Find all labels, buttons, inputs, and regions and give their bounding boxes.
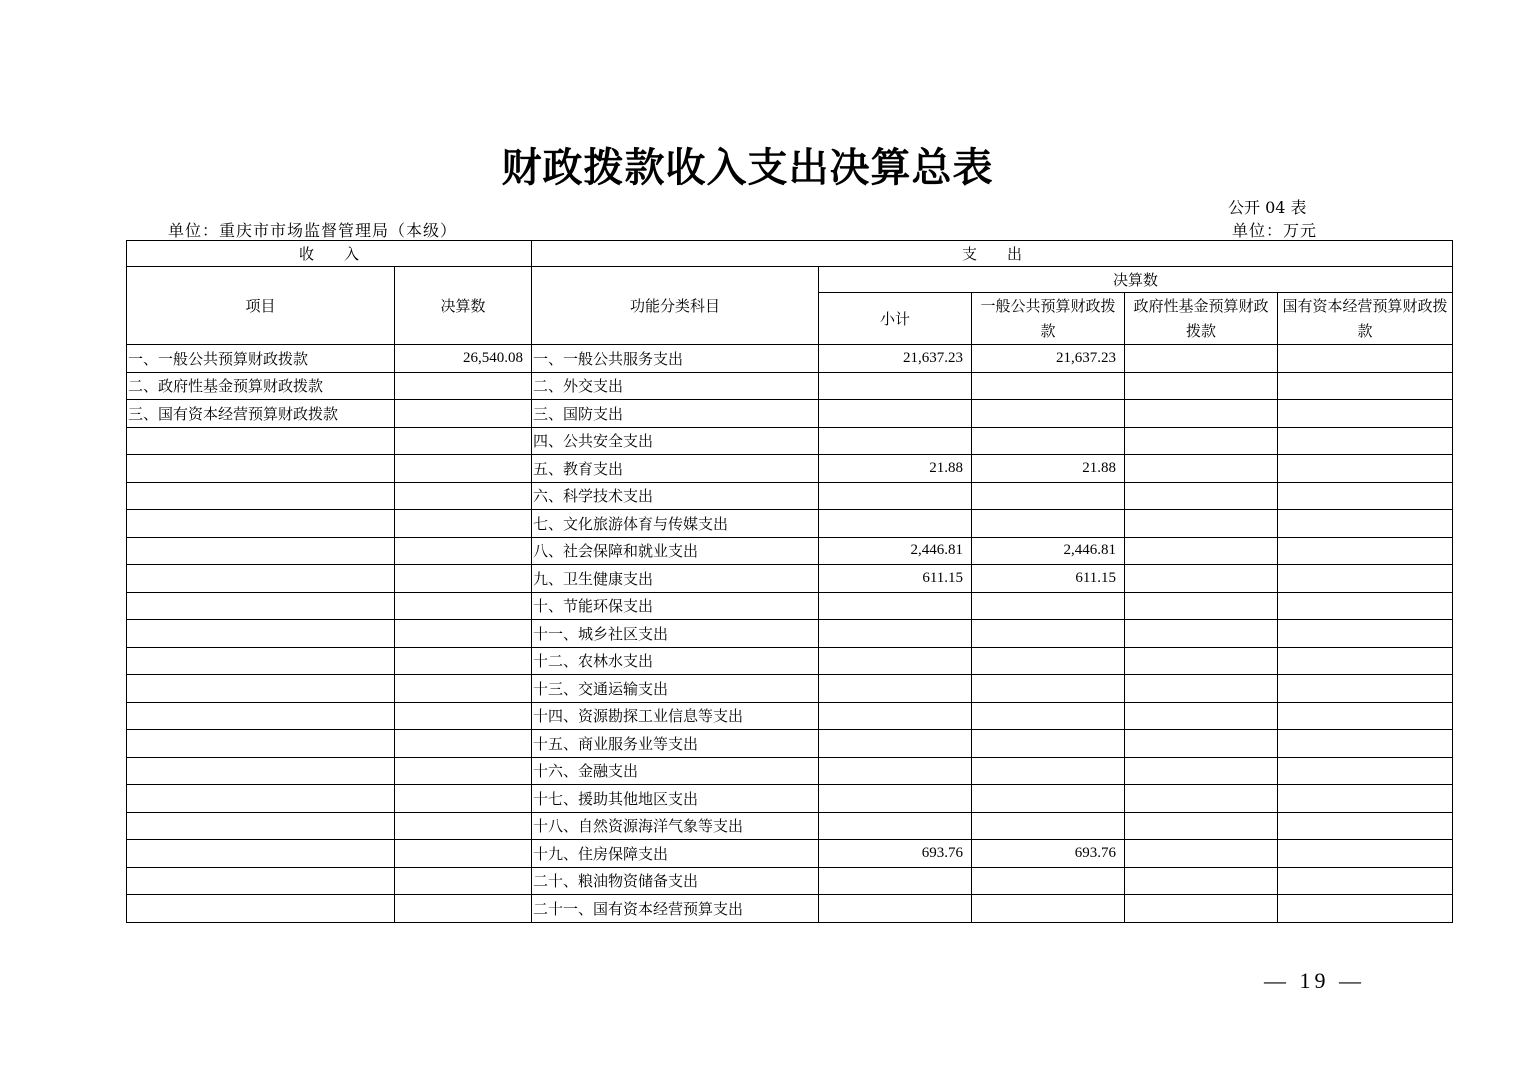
income-item-cell bbox=[127, 510, 395, 538]
subtotal-cell: 2,446.81 bbox=[819, 537, 972, 565]
subject-cell: 八、社会保障和就业支出 bbox=[532, 537, 819, 565]
gov-fund-cell bbox=[1125, 400, 1278, 428]
gov-fund-cell bbox=[1125, 785, 1278, 813]
income-item-cell bbox=[127, 537, 395, 565]
state-capital-cell bbox=[1278, 895, 1453, 923]
gov-fund-cell bbox=[1125, 620, 1278, 648]
table-row bbox=[127, 895, 1453, 923]
gov-fund-cell bbox=[1125, 565, 1278, 593]
income-amount-cell bbox=[395, 812, 532, 840]
general-budget-cell bbox=[972, 482, 1125, 510]
income-amount-cell bbox=[395, 840, 532, 868]
income-amount-cell: 26,540.08 bbox=[395, 345, 532, 373]
subject-cell: 七、文化旅游体育与传媒支出 bbox=[532, 510, 819, 538]
state-capital-cell bbox=[1278, 812, 1453, 840]
currency-unit: 单位：万元 bbox=[1232, 221, 1318, 240]
subtotal-cell bbox=[819, 785, 972, 813]
general-budget-cell bbox=[972, 647, 1125, 675]
subtotal-cell bbox=[819, 675, 972, 703]
table-row bbox=[127, 345, 1453, 373]
income-amount-cell bbox=[395, 702, 532, 730]
income-item-cell bbox=[127, 482, 395, 510]
table-row bbox=[127, 812, 1453, 840]
income-amount-cell bbox=[395, 372, 532, 400]
subject-cell: 十二、农林水支出 bbox=[532, 647, 819, 675]
page-title: 财政拨款收入支出决算总表 bbox=[501, 144, 994, 191]
income-amount-cell bbox=[395, 455, 532, 483]
state-capital-cell bbox=[1278, 455, 1453, 483]
table-body bbox=[127, 345, 1453, 923]
general-budget-cell bbox=[972, 675, 1125, 703]
table-row bbox=[127, 372, 1453, 400]
income-amount-cell bbox=[395, 867, 532, 895]
general-budget-cell bbox=[972, 867, 1125, 895]
income-amount-cell bbox=[395, 895, 532, 923]
general-budget-cell bbox=[972, 372, 1125, 400]
subtotal-cell: 611.15 bbox=[819, 565, 972, 593]
income-item-cell bbox=[127, 565, 395, 593]
general-budget-cell bbox=[972, 702, 1125, 730]
state-capital-cell bbox=[1278, 427, 1453, 455]
income-item-cell bbox=[127, 812, 395, 840]
income-item-cell: 三、国有资本经营预算财政拨款 bbox=[127, 400, 395, 428]
final-amount-header: 决算数 bbox=[819, 267, 1453, 293]
subject-cell: 十、节能环保支出 bbox=[532, 592, 819, 620]
subject-cell: 六、科学技术支出 bbox=[532, 482, 819, 510]
table-row bbox=[127, 730, 1453, 758]
income-item-cell bbox=[127, 785, 395, 813]
table-row bbox=[127, 702, 1453, 730]
state-capital-cell bbox=[1278, 482, 1453, 510]
general-budget-cell bbox=[972, 812, 1125, 840]
subtotal-cell bbox=[819, 867, 972, 895]
subject-cell: 一、一般公共服务支出 bbox=[532, 345, 819, 373]
table-row bbox=[127, 455, 1453, 483]
table-row bbox=[127, 510, 1453, 538]
table-row bbox=[127, 757, 1453, 785]
general-budget-cell bbox=[972, 510, 1125, 538]
general-budget-cell bbox=[972, 730, 1125, 758]
state-capital-cell bbox=[1278, 867, 1453, 895]
table-row bbox=[127, 867, 1453, 895]
subtotal-cell: 21.88 bbox=[819, 455, 972, 483]
state-capital-cell bbox=[1278, 702, 1453, 730]
table-row bbox=[127, 675, 1453, 703]
gov-fund-cell bbox=[1125, 482, 1278, 510]
subtotal-cell bbox=[819, 702, 972, 730]
state-capital-cell bbox=[1278, 400, 1453, 428]
gov-fund-cell bbox=[1125, 345, 1278, 373]
income-item-cell bbox=[127, 592, 395, 620]
subtotal-cell bbox=[819, 592, 972, 620]
income-amount-cell bbox=[395, 537, 532, 565]
table-row bbox=[127, 537, 1453, 565]
state-capital-cell bbox=[1278, 565, 1453, 593]
subtotal-cell bbox=[819, 482, 972, 510]
gov-fund-cell bbox=[1125, 730, 1278, 758]
gov-fund-cell bbox=[1125, 455, 1278, 483]
income-item-cell bbox=[127, 895, 395, 923]
subject-cell: 九、卫生健康支出 bbox=[532, 565, 819, 593]
state-capital-header: 国有资本经营预算财政拨款 bbox=[1278, 293, 1453, 345]
general-budget-cell: 2,446.81 bbox=[972, 537, 1125, 565]
gov-fund-cell bbox=[1125, 592, 1278, 620]
subtotal-cell bbox=[819, 400, 972, 428]
income-item-cell bbox=[127, 757, 395, 785]
subject-cell: 四、公共安全支出 bbox=[532, 427, 819, 455]
general-budget-cell: 693.76 bbox=[972, 840, 1125, 868]
gov-fund-cell bbox=[1125, 895, 1278, 923]
general-budget-cell: 21,637.23 bbox=[972, 345, 1125, 373]
general-budget-cell bbox=[972, 427, 1125, 455]
income-amount-cell bbox=[395, 400, 532, 428]
income-item-cell bbox=[127, 647, 395, 675]
table-row bbox=[127, 400, 1453, 428]
state-capital-cell bbox=[1278, 620, 1453, 648]
subtotal-cell bbox=[819, 730, 972, 758]
subtotal-cell bbox=[819, 510, 972, 538]
general-budget-cell: 21.88 bbox=[972, 455, 1125, 483]
subtotal-cell bbox=[819, 427, 972, 455]
income-amount-cell bbox=[395, 565, 532, 593]
general-budget-cell bbox=[972, 400, 1125, 428]
table-row bbox=[127, 840, 1453, 868]
state-capital-cell bbox=[1278, 840, 1453, 868]
income-item-cell bbox=[127, 455, 395, 483]
gov-fund-cell bbox=[1125, 702, 1278, 730]
general-budget-cell bbox=[972, 785, 1125, 813]
gov-fund-cell bbox=[1125, 647, 1278, 675]
subject-cell: 十四、资源勘探工业信息等支出 bbox=[532, 702, 819, 730]
gov-fund-cell bbox=[1125, 867, 1278, 895]
state-capital-cell bbox=[1278, 757, 1453, 785]
expense-header: 支 出 bbox=[532, 241, 1453, 267]
gov-fund-cell bbox=[1125, 840, 1278, 868]
income-header: 收 入 bbox=[127, 241, 532, 267]
gov-fund-cell bbox=[1125, 372, 1278, 400]
gov-fund-cell bbox=[1125, 427, 1278, 455]
income-item-cell bbox=[127, 702, 395, 730]
general-budget-cell bbox=[972, 620, 1125, 648]
income-item-cell bbox=[127, 620, 395, 648]
gov-fund-cell bbox=[1125, 537, 1278, 565]
income-amount-cell bbox=[395, 730, 532, 758]
func-subject-header: 功能分类科目 bbox=[532, 267, 819, 345]
table-row bbox=[127, 785, 1453, 813]
subject-cell: 十七、援助其他地区支出 bbox=[532, 785, 819, 813]
gov-fund-cell bbox=[1125, 757, 1278, 785]
income-amount-cell bbox=[395, 510, 532, 538]
state-capital-cell bbox=[1278, 537, 1453, 565]
state-capital-cell bbox=[1278, 510, 1453, 538]
income-item-cell bbox=[127, 840, 395, 868]
subtotal-cell bbox=[819, 757, 972, 785]
subtotal-cell bbox=[819, 620, 972, 648]
table-row bbox=[127, 647, 1453, 675]
gov-fund-cell bbox=[1125, 812, 1278, 840]
subtotal-cell bbox=[819, 812, 972, 840]
income-amount-cell bbox=[395, 647, 532, 675]
subtotal-cell bbox=[819, 895, 972, 923]
income-item-cell bbox=[127, 867, 395, 895]
income-item-cell bbox=[127, 675, 395, 703]
state-capital-cell bbox=[1278, 785, 1453, 813]
income-amount-cell bbox=[395, 592, 532, 620]
subject-cell: 二十、粮油物资储备支出 bbox=[532, 867, 819, 895]
subtotal-cell bbox=[819, 372, 972, 400]
state-capital-cell bbox=[1278, 592, 1453, 620]
gov-fund-cell bbox=[1125, 675, 1278, 703]
income-amount-cell bbox=[395, 427, 532, 455]
subject-cell: 二、外交支出 bbox=[532, 372, 819, 400]
gov-fund-header: 政府性基金预算财政拨款 bbox=[1125, 293, 1278, 345]
income-amount-cell bbox=[395, 675, 532, 703]
subject-cell: 十九、住房保障支出 bbox=[532, 840, 819, 868]
table-row bbox=[127, 482, 1453, 510]
page-number: — 19 — bbox=[1264, 968, 1365, 993]
general-budget-cell bbox=[972, 895, 1125, 923]
general-budget-cell bbox=[972, 757, 1125, 785]
table-row bbox=[127, 427, 1453, 455]
budget-summary-table bbox=[126, 240, 1453, 923]
form-number: 公开 04 表 bbox=[1228, 198, 1307, 217]
table-row bbox=[127, 592, 1453, 620]
amount-header: 决算数 bbox=[395, 267, 532, 345]
subtotal-cell: 693.76 bbox=[819, 840, 972, 868]
subject-cell: 五、教育支出 bbox=[532, 455, 819, 483]
subject-cell: 十三、交通运输支出 bbox=[532, 675, 819, 703]
income-amount-cell bbox=[395, 620, 532, 648]
income-amount-cell bbox=[395, 785, 532, 813]
subtotal-cell: 21,637.23 bbox=[819, 345, 972, 373]
state-capital-cell bbox=[1278, 675, 1453, 703]
subject-cell: 十一、城乡社区支出 bbox=[532, 620, 819, 648]
subject-cell: 十五、商业服务业等支出 bbox=[532, 730, 819, 758]
item-header: 项目 bbox=[127, 267, 395, 345]
income-amount-cell bbox=[395, 757, 532, 785]
income-item-cell bbox=[127, 730, 395, 758]
subtotal-header: 小计 bbox=[819, 293, 972, 345]
income-amount-cell bbox=[395, 482, 532, 510]
income-item-cell bbox=[127, 427, 395, 455]
subject-cell: 三、国防支出 bbox=[532, 400, 819, 428]
state-capital-cell bbox=[1278, 372, 1453, 400]
subtotal-cell bbox=[819, 647, 972, 675]
state-capital-cell bbox=[1278, 647, 1453, 675]
general-budget-cell bbox=[972, 592, 1125, 620]
table-row bbox=[127, 620, 1453, 648]
income-item-cell: 一、一般公共预算财政拨款 bbox=[127, 345, 395, 373]
general-budget-header: 一般公共预算财政拨款 bbox=[972, 293, 1125, 345]
gov-fund-cell bbox=[1125, 510, 1278, 538]
income-item-cell: 二、政府性基金预算财政拨款 bbox=[127, 372, 395, 400]
subject-cell: 二十一、国有资本经营预算支出 bbox=[532, 895, 819, 923]
table-row bbox=[127, 565, 1453, 593]
reporting-unit: 单位：重庆市市场监督管理局（本级） bbox=[168, 221, 458, 240]
state-capital-cell bbox=[1278, 730, 1453, 758]
general-budget-cell: 611.15 bbox=[972, 565, 1125, 593]
state-capital-cell bbox=[1278, 345, 1453, 373]
subject-cell: 十八、自然资源海洋气象等支出 bbox=[532, 812, 819, 840]
subject-cell: 十六、金融支出 bbox=[532, 757, 819, 785]
